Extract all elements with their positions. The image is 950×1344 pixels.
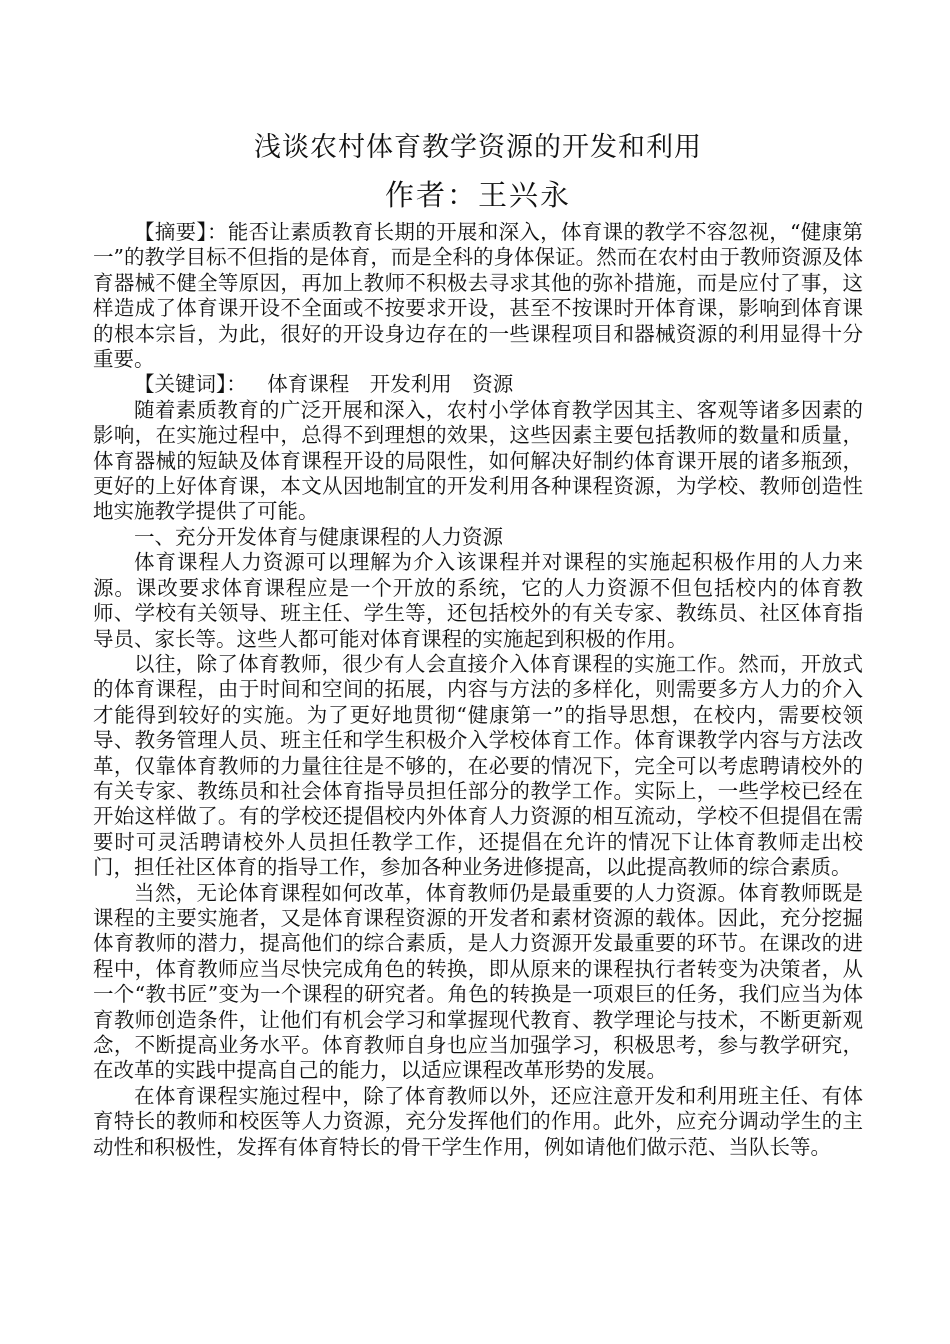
keyword-item: 开发利用: [369, 372, 452, 397]
section-heading: 一、充分开发体育与健康课程的人力资源: [134, 524, 503, 549]
keyword-item: 体育课程: [267, 372, 350, 397]
body-paragraph-4: 在体育课程实施过程中，除了体育教师以外，还应注意开发和利用班主任、有体育特长的教师和校医等人力资源，充分发挥他们的作用。此外，应充分调动学生的主动性和积极性，发挥有体育特长的骨干学生作用，例如请他们做示范、当队长等。: [93, 1083, 863, 1159]
intro-paragraph: 随着素质教育的广泛开展和深入，农村小学体育教学因其主、客观等诸多因素的影响，在实施过程中，总得不到理想的效果，这些因素主要包括教师的数量和质量，体育器械的短缺及体育课程开设的局限性，如何解决好制约体育课开展的诸多瓶颈，更好的上好体育课，本文从因地制宜的开发利用各种课程资源，为学校、教师创造性地实施教学提供了可能。: [93, 397, 863, 524]
document-page: [93, 128, 863, 1160]
keywords-label: 【关键词】：: [134, 372, 247, 397]
abstract-paragraph: 【摘要】：能否让素质教育长期的开展和深入，体育课的教学不容忽视，“健康第一”的教学目标不但指的是体育，而是全科的身体保证。然而在农村由于教师资源及体育器械不健全等原因，再加上教师不积极去寻求其他的弥补措施，而是应付了事，这样造成了体育课开设不全面或不按要求开设，甚至不按课时开体育课，影响到体育课的根本宗旨，为此，很好的开设身边存在的一些课程项目和器械资源的利用显得十分重要。: [93, 220, 863, 372]
body-paragraph-3: 当然，无论体育课程如何改革，体育教师仍是最重要的人力资源。体育教师既是课程的主要实施者，又是体育课程资源的开发者和素材资源的载体。因此，充分挖掘体育教师的潜力，提高他们的综合素质，是人力资源开发最重要的环节。在课改的进程中，体育教师应当尽快完成角色的转换，即从原来的课程执行者转变为决策者，从一个“教书匠”变为一个课程的研究者。角色的转换是一项艰巨的任务，我们应当为体育教师创造条件，让他们有机会学习和掌握现代教育、教学理论与技术，不断更新观念，不断提高业务水平。体育教师自身也应当加强学习，积极思考，参与教学研究，在改革的实践中提高自己的能力，以适应课程改革形势的发展。: [93, 880, 863, 1083]
keywords-line: [93, 372, 863, 397]
body-paragraph-1: 体育课程人力资源可以理解为介入该课程并对课程的实施起积极作用的人力来源。课改要求体育课程应是一个开放的系统，它的人力资源不但包括校内的体育教师、学校有关领导、班主任、学生等，还包括校外的有关专家、教练员、社区体育指导员、家长等。这些人都可能对体育课程的实施起到积极的作用。: [93, 550, 863, 651]
body-paragraph-2: 以往，除了体育教师，很少有人会直接介入体育课程的实施工作。然而，开放式的体育课程，由于时间和空间的拓展，内容与方法的多样化，则需要多方人力的介入才能得到较好的实施。为了更好地贯彻“健康第一”的指导思想，在校内，需要校领导、教务管理人员、班主任和学生积极介入学校体育工作。体育课教学内容与方法改革，仅靠体育教师的力量往往是不够的，在必要的情况下，完全可以考虑聘请校外的有关专家、教练员和社会体育指导员担任部分的教学工作。实际上，一些学校已经在开始这样做了。有的学校还提倡校内外体育人力资源的相互流动，学校不但提倡在需要时可灵活聘请校外人员担任教学工作，还提倡在允许的情况下让体育教师走出校门，担任社区体育的指导工作，参加各种业务进修提高，以此提高教师的综合素质。: [93, 651, 863, 880]
document-author: 作者：王兴永: [384, 178, 571, 212]
keyword-item: 资源: [472, 372, 514, 397]
document-title: 浅谈农村体育教学资源的开发和利用: [254, 132, 702, 163]
